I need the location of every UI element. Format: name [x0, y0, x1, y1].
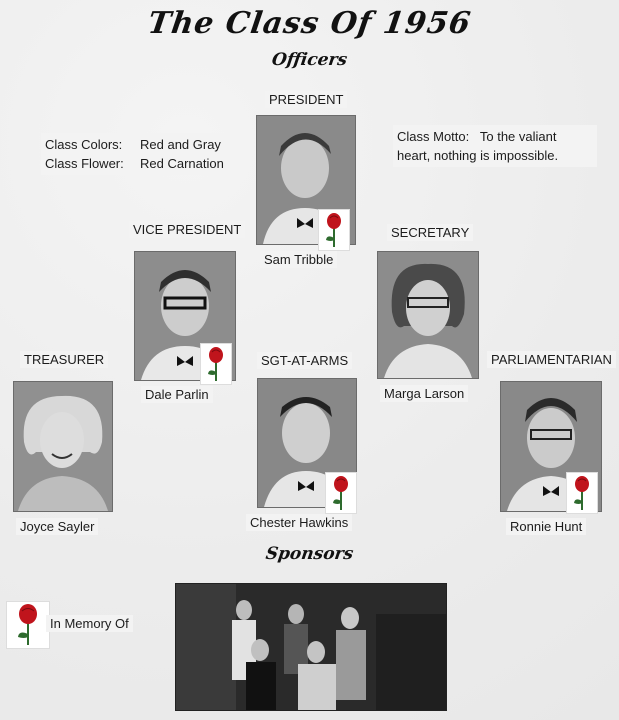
sponsors-heading: Sponsors	[264, 544, 355, 564]
class-colors-value: Red and Gray	[140, 137, 221, 152]
class-colors-label: Class Colors:	[45, 137, 123, 152]
treasurer-photo	[13, 381, 113, 512]
sgt-at-arms-title: SGT-AT-ARMS	[257, 352, 352, 369]
class-motto-label: Class Motto:	[397, 129, 470, 144]
secretary-photo	[377, 251, 479, 379]
class-flower-value: Red Carnation	[140, 156, 224, 171]
page-title: The Class Of 1956	[145, 6, 474, 41]
president-name: Sam Tribble	[260, 251, 337, 268]
vice-president-name: Dale Parlin	[141, 386, 213, 403]
vice-president-title: VICE PRESIDENT	[129, 221, 245, 238]
treasurer-name: Joyce Sayler	[16, 518, 98, 535]
memorial-text: In Memory Of	[46, 615, 133, 632]
sponsors-photo	[175, 583, 447, 711]
officers-heading: Officers	[270, 50, 349, 70]
class-motto-value: To the valiant heart, nothing is impossible.	[397, 129, 559, 163]
rose-icon	[200, 343, 232, 385]
secretary-title: SECRETARY	[387, 224, 473, 241]
parliamentarian-title: PARLIAMENTARIAN	[487, 351, 616, 368]
portrait-female-icon	[378, 252, 478, 378]
portrait-female-icon	[14, 382, 112, 511]
treasurer-title: TREASURER	[20, 351, 108, 368]
memorial-rose-icon	[6, 601, 50, 649]
sgt-at-arms-name: Chester Hawkins	[246, 514, 352, 531]
rose-icon	[325, 472, 357, 514]
class-info-left	[41, 133, 228, 175]
parliamentarian-name: Ronnie Hunt	[506, 518, 586, 535]
class-flower-label: Class Flower:	[45, 156, 124, 171]
class-motto	[393, 125, 597, 167]
rose-icon	[318, 209, 350, 251]
secretary-name: Marga Larson	[380, 385, 468, 402]
group-portrait-icon	[176, 584, 446, 710]
president-title: PRESIDENT	[265, 91, 347, 108]
rose-icon	[566, 472, 598, 514]
